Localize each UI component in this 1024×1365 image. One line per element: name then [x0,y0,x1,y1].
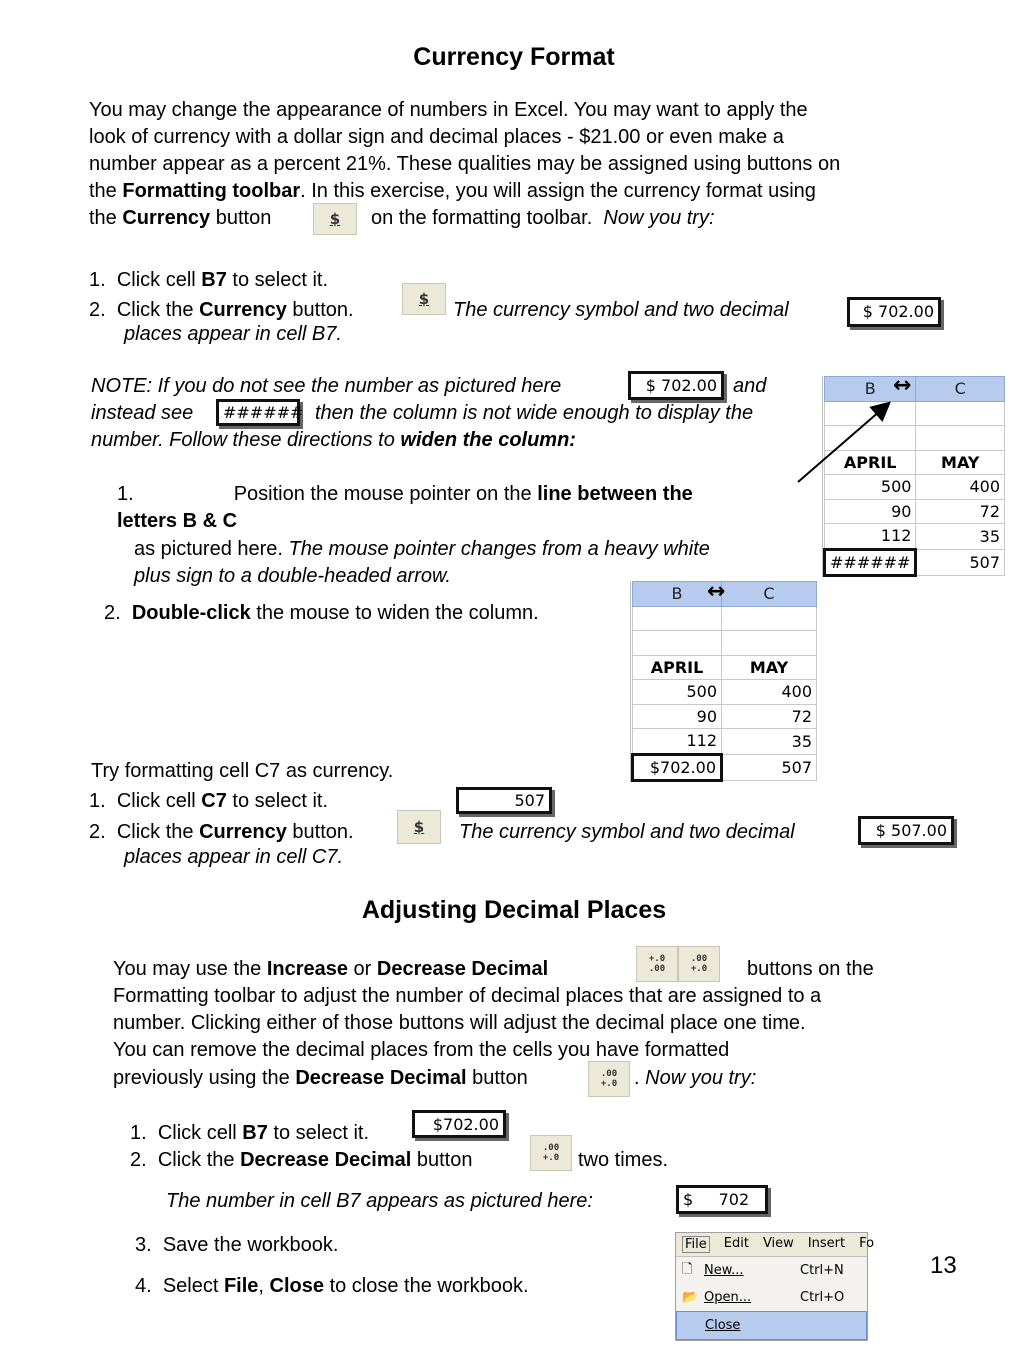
page-number: 13 [930,1252,957,1279]
decrease-decimal-icon: .00 +.0 [530,1135,572,1171]
step2-currency: 2. Click the Currency button. [89,299,354,321]
resize-cursor-icon: ↔ [707,579,726,604]
cell: 112 [825,524,916,550]
currency-button-icon: $ [313,203,357,235]
cell: 500 [825,475,916,500]
new-file-icon: 🗋 [682,1261,693,1277]
decimal-line-5: previously using the Decrease Decimal button [113,1067,528,1089]
cell-b7-currency-note: $ 702.00 [628,371,724,400]
cell-c7: 507 [456,787,552,814]
section-title-decimal: Adjusting Decimal Places [361,896,667,924]
cell-b7-currency: $ 702.00 [847,297,941,327]
cell: 507 [916,549,1005,576]
cell-b7-selected: ###### [825,549,916,576]
step1-b7: 1. Click cell B7 to select it. [89,269,328,291]
increase-decimal-icon: +.0 .00 [636,946,678,982]
cell: 90 [825,499,916,524]
col-header-b: B [825,377,916,402]
widen-step-2: 2. Double-click the mouse to widen the column. [104,602,539,624]
widen-step-1-line3: as pictured here. The mouse pointer changes from a heavy white [134,538,710,560]
cell: 507 [722,754,817,781]
step-c7-note-2: places appear in cell C7. [124,846,344,868]
cell: 35 [722,729,817,755]
menu-item-new[interactable]: 🗋 New... Ctrl+N [676,1257,867,1284]
note-line-1: NOTE: If you do not see the number as pictured here [91,375,562,397]
result-note: The number in cell B7 appears as pictured here: [166,1190,593,1212]
step-b7-select: 1. Click cell B7 to select it. [130,1122,369,1144]
cell: 35 [916,524,1005,550]
cell-header-april: APRIL [633,655,722,680]
intro-line-5: the Currency button [89,207,272,229]
step-c7-currency: 2. Click the Currency button. [89,821,354,843]
try-c7-intro: Try formatting cell C7 as currency. [91,760,394,782]
intro-line-4: the Formatting toolbar. In this exercise, you will assign the currency format using [89,180,816,202]
decimal-line-1: You may use the Increase or Decrease Decimal [113,958,549,980]
cell-b7-selected: $702.00 [633,754,722,781]
intro-line-2: look of currency with a dollar sign and decimal places - $21.00 or even make a [89,126,784,148]
step-decrease-decimal-tail: two times. [578,1149,669,1171]
cell-header-april: APRIL [825,450,916,475]
col-header-b: B [633,582,722,607]
widen-step-1-line4: plus sign to a double-headed arrow. [134,565,451,587]
step2-note-2: places appear in cell B7. [124,323,342,345]
decimal-line-5-tail: . Now you try: [634,1067,757,1089]
step-c7-select: 1. Click cell C7 to select it. [89,790,328,812]
menu-file[interactable]: File [682,1236,710,1253]
note-line-3: number. Follow these directions to widen the column: [91,429,576,451]
resize-cursor-icon: ↔ [893,373,912,398]
note-line-2: instead see [91,402,194,424]
menu-bar [676,1233,875,1257]
cell: 72 [722,704,817,729]
intro-line-3: number appear as a percent 21%. These qualities may be assigned using buttons on [89,153,841,175]
step-decrease-decimal: 2. Click the Decrease Decimal button [130,1149,473,1171]
file-menu [675,1232,875,1341]
cell: 112 [633,729,722,755]
decimal-lines: Formatting toolbar to adjust the number of decimal places that are assigned to a number. Clicking either of those buttons will adjust the decimal place one time. You can remove the decimal places from the cells you have formatted [113,985,822,1061]
step-close: 4. Select File, Close to close the workbook. [135,1275,529,1297]
cell: 72 [916,499,1005,524]
step-save: 3. Save the workbook. [135,1234,339,1256]
menu-view[interactable]: View [762,1236,794,1251]
open-folder-icon: 📂 [682,1290,699,1305]
decimal-line-1-tail: buttons on the [747,958,874,980]
menu-format[interactable]: Fo [859,1236,875,1251]
cell-b7-currency: $702.00 [412,1110,506,1138]
intro-line-5-tail: on the formatting toolbar. Now you try: [371,207,715,229]
col-header-c: C [722,582,817,607]
note-line-1-tail: and [733,375,767,397]
cell: 90 [633,704,722,729]
cell-header-may: MAY [722,655,817,680]
menu-item-close[interactable]: Close [676,1311,867,1340]
step2-note: The currency symbol and two decimal [453,299,789,321]
note-line-2-tail: then the column is not wide enough to display the [315,402,754,424]
decrease-decimal-icon: .00 +.0 [678,946,720,982]
page-title: Currency Format [413,43,615,71]
cell: 500 [633,680,722,705]
cell-b7-result: $ 702 [676,1185,768,1214]
cell: 400 [916,475,1005,500]
cell: 400 [722,680,817,705]
widen-step-1-line2: letters B & C [117,510,238,532]
menu-insert[interactable]: Insert [807,1236,846,1251]
cell-hash: ###### [216,399,300,426]
col-header-c: C [916,377,1005,402]
currency-button-icon: $ [402,283,446,315]
menu-edit[interactable]: Edit [723,1236,749,1251]
currency-button-icon: $ [397,810,441,844]
cell-c7-currency: $ 507.00 [858,816,954,845]
spreadsheet-after [630,581,817,782]
decrease-decimal-icon: .00 +.0 [588,1061,630,1097]
widen-step-1: 1. Position the mouse pointer on the line between the [117,483,693,505]
step-c7-note: The currency symbol and two decimal [459,821,795,843]
cell-header-may: MAY [916,450,1005,475]
pointer-arrow-icon [790,396,900,488]
menu-item-open[interactable]: 📂 Open... Ctrl+O [682,1290,845,1305]
intro-line-1: You may change the appearance of numbers in Excel. You may want to apply the [89,99,808,121]
